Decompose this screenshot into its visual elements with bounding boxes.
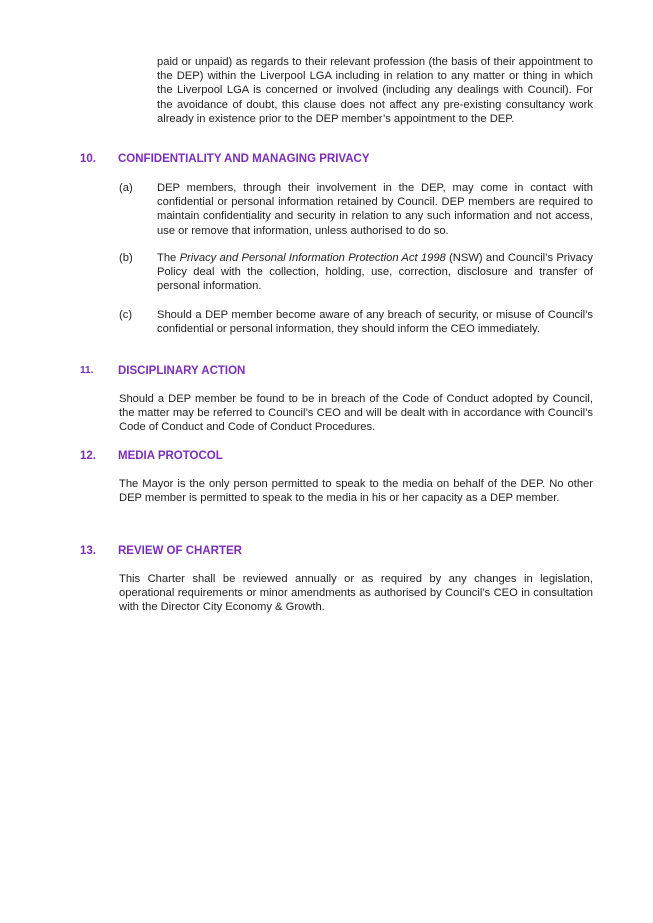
intro-paragraph: paid or unpaid) as regards to their relevant profession (the basis of their appointment to the DEP) within the Liverpool LGA including in relation to any matter or thing in which the Liverpool LGA is concerned or involved (including any dealings with Council). For the avoidance of doubt, this clause does not affect any pre-existing consultancy work already in existence prior to the DEP member’s appointment to the DEP. xyxy=(157,56,593,125)
section-12-text: The Mayor is the only person permitted to speak to the media on behalf of the DEP. No other DEP member is permitted to speak to the media in his or her capacity as a DEP member. xyxy=(119,478,593,505)
item-text-a: DEP members, through their involvement in the DEP, may come in contact with confidential or personal information retained by Council. DEP members are required to maintain confidentiality and security in relation to any such information and not access, use or remove that information, unless authorised to do so. xyxy=(157,182,593,237)
section-title: CONFIDENTIALITY AND MANAGING PRIVACY xyxy=(118,153,370,165)
section-11-text: Should a DEP member be found to be in breach of the Code of Conduct adopted by Council, the matter may be referred to Council’s CEO and will be dealt with in accordance with Council’s Code of Conduct and Code of Conduct Procedures. xyxy=(119,393,593,434)
section-number: 12. xyxy=(80,450,96,462)
section-number: 13. xyxy=(80,545,96,557)
section-number: 10. xyxy=(80,153,96,165)
act-name: Privacy and Personal Information Protection Act 1998 xyxy=(179,252,446,264)
section-13-text: This Charter shall be reviewed annually or as required by any changes in legislation, operational requirements or minor amendments as authorised by Council’s CEO in consultation with the Director City Economy & Growth. xyxy=(119,573,593,614)
item-text-b-prefix: The xyxy=(157,252,180,264)
section-title: REVIEW OF CHARTER xyxy=(118,545,242,557)
section-title: DISCIPLINARY ACTION xyxy=(118,365,246,377)
item-text-c: Should a DEP member become aware of any breach of security, or misuse of Council’s confidential or personal information, they should inform the CEO immediately. xyxy=(157,309,593,336)
item-label-b: (b) xyxy=(119,252,133,264)
item-label-a: (a) xyxy=(119,182,133,194)
section-number: 11. xyxy=(80,365,94,376)
item-label-c: (c) xyxy=(119,309,133,321)
item-text-b-suffix: (NSW) and Council’s Privacy Policy deal with the collection, holding, use, correction, disclosure and transfer of personal information. xyxy=(157,252,594,293)
section-title: MEDIA PROTOCOL xyxy=(118,450,223,462)
item-text-b xyxy=(157,251,593,294)
